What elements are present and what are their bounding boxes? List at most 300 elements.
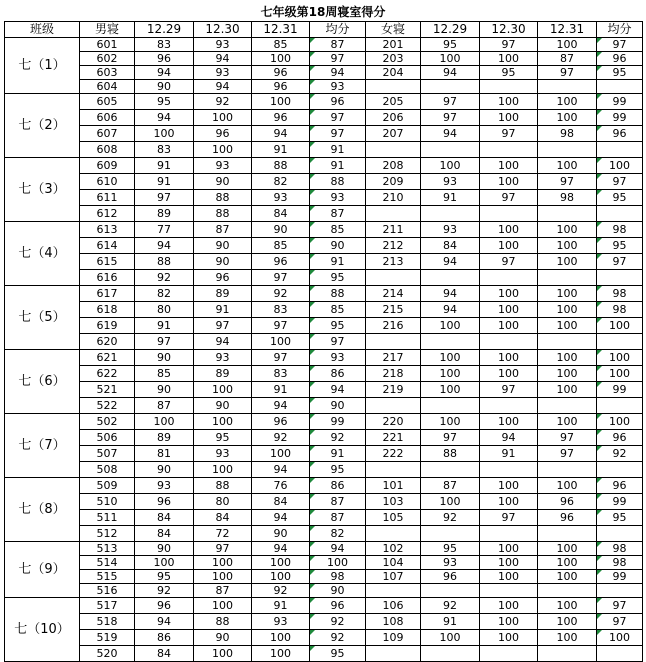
boy-day1-cell: 87 (135, 398, 194, 414)
girl-dorm-cell: 219 (366, 382, 421, 398)
boy-average-cell: 97 (310, 110, 366, 126)
boy-day2-cell: 90 (194, 630, 252, 646)
girl-day2-cell (480, 584, 538, 598)
boy-day1-cell: 89 (135, 430, 194, 446)
girl-day2-cell (480, 206, 538, 222)
boy-day1-cell: 89 (135, 206, 194, 222)
girl-day2-cell: 100 (480, 174, 538, 190)
class-cell: 七（9） (5, 542, 80, 598)
boy-day1-cell: 94 (135, 238, 194, 254)
girl-average-cell: 99 (597, 94, 643, 110)
girl-dorm-cell (366, 584, 421, 598)
class-cell: 七（4） (5, 222, 80, 286)
boy-day1-cell: 96 (135, 598, 194, 614)
boy-day3-cell: 96 (252, 110, 310, 126)
boy-day2-cell: 91 (194, 302, 252, 318)
boy-day2-cell: 93 (194, 350, 252, 366)
column-header: 12.30 (480, 22, 538, 38)
girl-day1-cell: 94 (421, 302, 480, 318)
table-row (5, 350, 643, 366)
boy-day3-cell: 94 (252, 542, 310, 556)
boy-day3-cell: 91 (252, 598, 310, 614)
girl-day3-cell: 97 (538, 430, 597, 446)
girl-day1-cell (421, 398, 480, 414)
table-row (5, 222, 643, 238)
girl-day2-cell (480, 334, 538, 350)
boy-dorm-cell: 617 (80, 286, 135, 302)
boy-dorm-cell: 513 (80, 542, 135, 556)
girl-average-cell: 99 (597, 110, 643, 126)
boy-dorm-cell: 618 (80, 302, 135, 318)
column-header: 12.29 (421, 22, 480, 38)
boy-average-cell: 85 (310, 222, 366, 238)
girl-day3-cell: 97 (538, 446, 597, 462)
table-row (5, 494, 643, 510)
boy-dorm-cell: 509 (80, 478, 135, 494)
girl-dorm-cell: 109 (366, 630, 421, 646)
boy-day2-cell: 94 (194, 334, 252, 350)
girl-average-cell: 95 (597, 238, 643, 254)
girl-dorm-cell: 208 (366, 158, 421, 174)
boy-average-cell: 87 (310, 510, 366, 526)
girl-dorm-cell: 204 (366, 66, 421, 80)
boy-day1-cell: 84 (135, 646, 194, 662)
girl-average-cell: 96 (597, 430, 643, 446)
girl-day3-cell: 100 (538, 556, 597, 570)
boy-day3-cell: 83 (252, 302, 310, 318)
boy-day2-cell: 97 (194, 542, 252, 556)
girl-day2-cell: 100 (480, 238, 538, 254)
table-row (5, 190, 643, 206)
girl-average-cell: 95 (597, 510, 643, 526)
girl-day1-cell (421, 80, 480, 94)
boy-dorm-cell: 609 (80, 158, 135, 174)
boy-day1-cell: 100 (135, 556, 194, 570)
girl-day1-cell (421, 462, 480, 478)
boy-day3-cell: 100 (252, 334, 310, 350)
boy-day1-cell: 84 (135, 526, 194, 542)
girl-day3-cell: 100 (538, 318, 597, 334)
boy-dorm-cell: 506 (80, 430, 135, 446)
boy-day2-cell: 100 (194, 556, 252, 570)
girl-dorm-cell: 104 (366, 556, 421, 570)
girl-day3-cell: 100 (538, 366, 597, 382)
girl-day3-cell: 100 (538, 598, 597, 614)
girl-day2-cell (480, 462, 538, 478)
boy-dorm-cell: 520 (80, 646, 135, 662)
boy-day1-cell: 93 (135, 478, 194, 494)
girl-day2-cell (480, 646, 538, 662)
girl-day1-cell: 100 (421, 158, 480, 174)
girl-day1-cell (421, 270, 480, 286)
boy-day1-cell: 83 (135, 142, 194, 158)
table-row (5, 334, 643, 350)
girl-dorm-cell: 217 (366, 350, 421, 366)
table-row (5, 462, 643, 478)
girl-average-cell: 97 (597, 254, 643, 270)
boy-dorm-cell: 516 (80, 584, 135, 598)
boy-day2-cell: 88 (194, 614, 252, 630)
girl-dorm-cell: 220 (366, 414, 421, 430)
boy-dorm-cell: 508 (80, 462, 135, 478)
girl-average-cell: 96 (597, 478, 643, 494)
boy-dorm-cell: 615 (80, 254, 135, 270)
girl-day1-cell (421, 584, 480, 598)
boy-dorm-cell: 515 (80, 570, 135, 584)
boy-dorm-cell: 502 (80, 414, 135, 430)
girl-average-cell: 99 (597, 570, 643, 584)
girl-day3-cell (538, 462, 597, 478)
girl-average-cell: 97 (597, 598, 643, 614)
girl-day3-cell: 98 (538, 126, 597, 142)
girl-average-cell: 96 (597, 52, 643, 66)
boy-dorm-cell: 517 (80, 598, 135, 614)
girl-day2-cell: 100 (480, 158, 538, 174)
boy-day3-cell: 100 (252, 630, 310, 646)
boy-average-cell: 90 (310, 398, 366, 414)
boy-average-cell: 97 (310, 126, 366, 142)
boy-average-cell: 96 (310, 94, 366, 110)
girl-day1-cell (421, 206, 480, 222)
boy-day2-cell: 84 (194, 510, 252, 526)
boy-day3-cell: 85 (252, 38, 310, 52)
girl-dorm-cell (366, 270, 421, 286)
boy-day1-cell: 92 (135, 584, 194, 598)
girl-day3-cell: 100 (538, 158, 597, 174)
boy-day3-cell: 93 (252, 190, 310, 206)
girl-day3-cell: 100 (538, 94, 597, 110)
boy-day2-cell: 88 (194, 190, 252, 206)
girl-day2-cell: 97 (480, 254, 538, 270)
girl-dorm-cell: 213 (366, 254, 421, 270)
boy-average-cell: 87 (310, 494, 366, 510)
boy-dorm-cell: 619 (80, 318, 135, 334)
girl-day2-cell: 100 (480, 478, 538, 494)
girl-day3-cell: 100 (538, 110, 597, 126)
boy-day3-cell: 92 (252, 584, 310, 598)
boy-average-cell: 87 (310, 38, 366, 52)
girl-day3-cell (538, 142, 597, 158)
boy-average-cell: 95 (310, 270, 366, 286)
boy-day2-cell: 100 (194, 414, 252, 430)
boy-day3-cell: 88 (252, 158, 310, 174)
boy-average-cell: 93 (310, 190, 366, 206)
boy-day2-cell: 88 (194, 478, 252, 494)
girl-day1-cell: 96 (421, 570, 480, 584)
girl-day3-cell: 100 (538, 222, 597, 238)
girl-dorm-cell: 210 (366, 190, 421, 206)
boy-day3-cell: 96 (252, 254, 310, 270)
girl-average-cell: 97 (597, 174, 643, 190)
table-row (5, 80, 643, 94)
boy-dorm-cell: 510 (80, 494, 135, 510)
boy-day1-cell: 91 (135, 318, 194, 334)
boy-day2-cell: 100 (194, 142, 252, 158)
boy-dorm-cell: 607 (80, 126, 135, 142)
girl-day2-cell: 97 (480, 510, 538, 526)
girl-dorm-cell: 106 (366, 598, 421, 614)
girl-day1-cell: 100 (421, 366, 480, 382)
girl-day2-cell: 100 (480, 350, 538, 366)
boy-day1-cell: 90 (135, 382, 194, 398)
column-header: 12.31 (252, 22, 310, 38)
boy-day3-cell: 76 (252, 478, 310, 494)
table-row (5, 126, 643, 142)
girl-day1-cell: 94 (421, 126, 480, 142)
boy-day3-cell: 97 (252, 318, 310, 334)
boy-average-cell: 90 (310, 238, 366, 254)
boy-day1-cell: 90 (135, 80, 194, 94)
class-cell: 七（3） (5, 158, 80, 222)
boy-day3-cell: 100 (252, 570, 310, 584)
girl-dorm-cell: 103 (366, 494, 421, 510)
girl-day3-cell: 100 (538, 614, 597, 630)
boy-dorm-cell: 614 (80, 238, 135, 254)
boy-day1-cell: 97 (135, 190, 194, 206)
table-row (5, 158, 643, 174)
girl-day1-cell: 93 (421, 174, 480, 190)
boy-average-cell: 91 (310, 254, 366, 270)
boy-average-cell: 95 (310, 318, 366, 334)
girl-day2-cell: 100 (480, 94, 538, 110)
girl-average-cell (597, 334, 643, 350)
girl-dorm-cell: 108 (366, 614, 421, 630)
boy-day1-cell: 100 (135, 126, 194, 142)
girl-average-cell: 95 (597, 190, 643, 206)
girl-dorm-cell: 102 (366, 542, 421, 556)
boy-day3-cell: 82 (252, 174, 310, 190)
boy-day3-cell: 92 (252, 286, 310, 302)
girl-day1-cell: 100 (421, 630, 480, 646)
girl-day3-cell: 100 (538, 238, 597, 254)
class-cell: 七（7） (5, 414, 80, 478)
boy-day3-cell: 94 (252, 126, 310, 142)
boy-day2-cell: 89 (194, 286, 252, 302)
boy-dorm-cell: 507 (80, 446, 135, 462)
boy-dorm-cell: 613 (80, 222, 135, 238)
girl-day3-cell: 100 (538, 542, 597, 556)
boy-dorm-cell: 512 (80, 526, 135, 542)
girl-day2-cell (480, 398, 538, 414)
girl-day3-cell: 100 (538, 630, 597, 646)
boy-dorm-cell: 603 (80, 66, 135, 80)
girl-dorm-cell: 203 (366, 52, 421, 66)
girl-dorm-cell: 222 (366, 446, 421, 462)
girl-average-cell: 100 (597, 318, 643, 334)
girl-day3-cell: 96 (538, 494, 597, 510)
boy-day2-cell: 87 (194, 584, 252, 598)
girl-day2-cell: 100 (480, 542, 538, 556)
class-cell: 七（10） (5, 598, 80, 662)
boy-day2-cell: 90 (194, 174, 252, 190)
table-row (5, 318, 643, 334)
girl-day1-cell: 93 (421, 222, 480, 238)
column-header: 12.29 (135, 22, 194, 38)
girl-day1-cell (421, 526, 480, 542)
girl-day2-cell: 100 (480, 630, 538, 646)
table-row (5, 478, 643, 494)
boy-day1-cell: 94 (135, 110, 194, 126)
boy-dorm-cell: 622 (80, 366, 135, 382)
boy-average-cell: 88 (310, 286, 366, 302)
boy-day1-cell: 90 (135, 462, 194, 478)
girl-day2-cell: 94 (480, 430, 538, 446)
boy-day3-cell: 94 (252, 510, 310, 526)
boy-average-cell: 90 (310, 584, 366, 598)
table-row (5, 366, 643, 382)
column-header: 均分 (597, 22, 643, 38)
table-row (5, 66, 643, 80)
girl-average-cell: 100 (597, 350, 643, 366)
boy-average-cell: 98 (310, 570, 366, 584)
boy-day1-cell: 94 (135, 614, 194, 630)
table-row (5, 110, 643, 126)
girl-day3-cell: 97 (538, 174, 597, 190)
boy-day2-cell: 87 (194, 222, 252, 238)
boy-dorm-cell: 608 (80, 142, 135, 158)
girl-day3-cell: 96 (538, 510, 597, 526)
girl-day2-cell: 97 (480, 38, 538, 52)
boy-average-cell: 94 (310, 66, 366, 80)
boy-day3-cell: 84 (252, 206, 310, 222)
boy-average-cell: 94 (310, 542, 366, 556)
boy-day3-cell: 94 (252, 462, 310, 478)
girl-average-cell (597, 584, 643, 598)
table-row (5, 570, 643, 584)
girl-day3-cell: 98 (538, 190, 597, 206)
table-row (5, 510, 643, 526)
table-row (5, 430, 643, 446)
boy-day2-cell: 100 (194, 646, 252, 662)
boy-day2-cell: 90 (194, 254, 252, 270)
boy-day3-cell: 100 (252, 94, 310, 110)
table-row (5, 398, 643, 414)
girl-day2-cell: 100 (480, 286, 538, 302)
girl-day1-cell: 91 (421, 614, 480, 630)
girl-day3-cell: 100 (538, 38, 597, 52)
boy-day2-cell: 93 (194, 158, 252, 174)
girl-day1-cell: 91 (421, 190, 480, 206)
boy-day1-cell: 80 (135, 302, 194, 318)
girl-average-cell (597, 142, 643, 158)
boy-day3-cell: 96 (252, 66, 310, 80)
boy-day2-cell: 89 (194, 366, 252, 382)
girl-dorm-cell (366, 398, 421, 414)
girl-average-cell: 100 (597, 414, 643, 430)
class-cell: 七（1） (5, 38, 80, 94)
girl-average-cell (597, 80, 643, 94)
boy-dorm-cell: 518 (80, 614, 135, 630)
boy-dorm-cell: 606 (80, 110, 135, 126)
boy-day2-cell: 100 (194, 462, 252, 478)
girl-average-cell: 98 (597, 286, 643, 302)
girl-dorm-cell (366, 646, 421, 662)
boy-average-cell: 88 (310, 174, 366, 190)
girl-average-cell: 97 (597, 614, 643, 630)
boy-average-cell: 95 (310, 462, 366, 478)
girl-day3-cell: 100 (538, 382, 597, 398)
table-row (5, 526, 643, 542)
boy-day2-cell: 92 (194, 94, 252, 110)
boy-day2-cell: 80 (194, 494, 252, 510)
boy-dorm-cell: 511 (80, 510, 135, 526)
boy-day2-cell: 96 (194, 126, 252, 142)
table-row (5, 286, 643, 302)
boy-average-cell: 100 (310, 556, 366, 570)
boy-day2-cell: 93 (194, 446, 252, 462)
boy-day2-cell: 94 (194, 80, 252, 94)
boy-dorm-cell: 612 (80, 206, 135, 222)
girl-dorm-cell (366, 80, 421, 94)
girl-dorm-cell (366, 206, 421, 222)
boy-dorm-cell: 621 (80, 350, 135, 366)
boy-dorm-cell: 602 (80, 52, 135, 66)
girl-day2-cell: 100 (480, 52, 538, 66)
boy-day1-cell: 84 (135, 510, 194, 526)
boy-day1-cell: 77 (135, 222, 194, 238)
girl-day3-cell: 87 (538, 52, 597, 66)
girl-day2-cell: 91 (480, 446, 538, 462)
table-row (5, 302, 643, 318)
girl-dorm-cell (366, 334, 421, 350)
girl-day1-cell: 88 (421, 446, 480, 462)
table-row (5, 270, 643, 286)
boy-average-cell: 91 (310, 142, 366, 158)
girl-dorm-cell (366, 142, 421, 158)
girl-day1-cell (421, 334, 480, 350)
girl-dorm-cell: 105 (366, 510, 421, 526)
table-row (5, 174, 643, 190)
table-row (5, 206, 643, 222)
girl-day1-cell: 93 (421, 556, 480, 570)
boy-day3-cell: 90 (252, 222, 310, 238)
girl-day2-cell: 100 (480, 614, 538, 630)
boy-dorm-cell: 522 (80, 398, 135, 414)
girl-day3-cell (538, 526, 597, 542)
boy-day1-cell: 88 (135, 254, 194, 270)
boy-day1-cell: 86 (135, 630, 194, 646)
boy-average-cell: 93 (310, 80, 366, 94)
boy-average-cell: 96 (310, 598, 366, 614)
girl-day3-cell: 100 (538, 478, 597, 494)
girl-day1-cell: 87 (421, 478, 480, 494)
table-row (5, 94, 643, 110)
girl-dorm-cell: 205 (366, 94, 421, 110)
girl-day1-cell: 100 (421, 494, 480, 510)
boy-average-cell: 92 (310, 614, 366, 630)
girl-day1-cell: 94 (421, 286, 480, 302)
boy-dorm-cell: 620 (80, 334, 135, 350)
boy-day3-cell: 83 (252, 366, 310, 382)
girl-average-cell (597, 270, 643, 286)
girl-average-cell: 98 (597, 542, 643, 556)
boy-dorm-cell: 601 (80, 38, 135, 52)
boy-day1-cell: 91 (135, 174, 194, 190)
girl-average-cell (597, 646, 643, 662)
boy-dorm-cell: 605 (80, 94, 135, 110)
boy-average-cell: 92 (310, 430, 366, 446)
boy-day3-cell: 90 (252, 526, 310, 542)
girl-day1-cell: 95 (421, 38, 480, 52)
boy-average-cell: 91 (310, 446, 366, 462)
girl-dorm-cell: 221 (366, 430, 421, 446)
boy-day2-cell: 72 (194, 526, 252, 542)
boy-day2-cell: 100 (194, 110, 252, 126)
boy-day2-cell: 93 (194, 66, 252, 80)
girl-day2-cell (480, 270, 538, 286)
boy-day1-cell: 94 (135, 66, 194, 80)
girl-day1-cell: 100 (421, 318, 480, 334)
